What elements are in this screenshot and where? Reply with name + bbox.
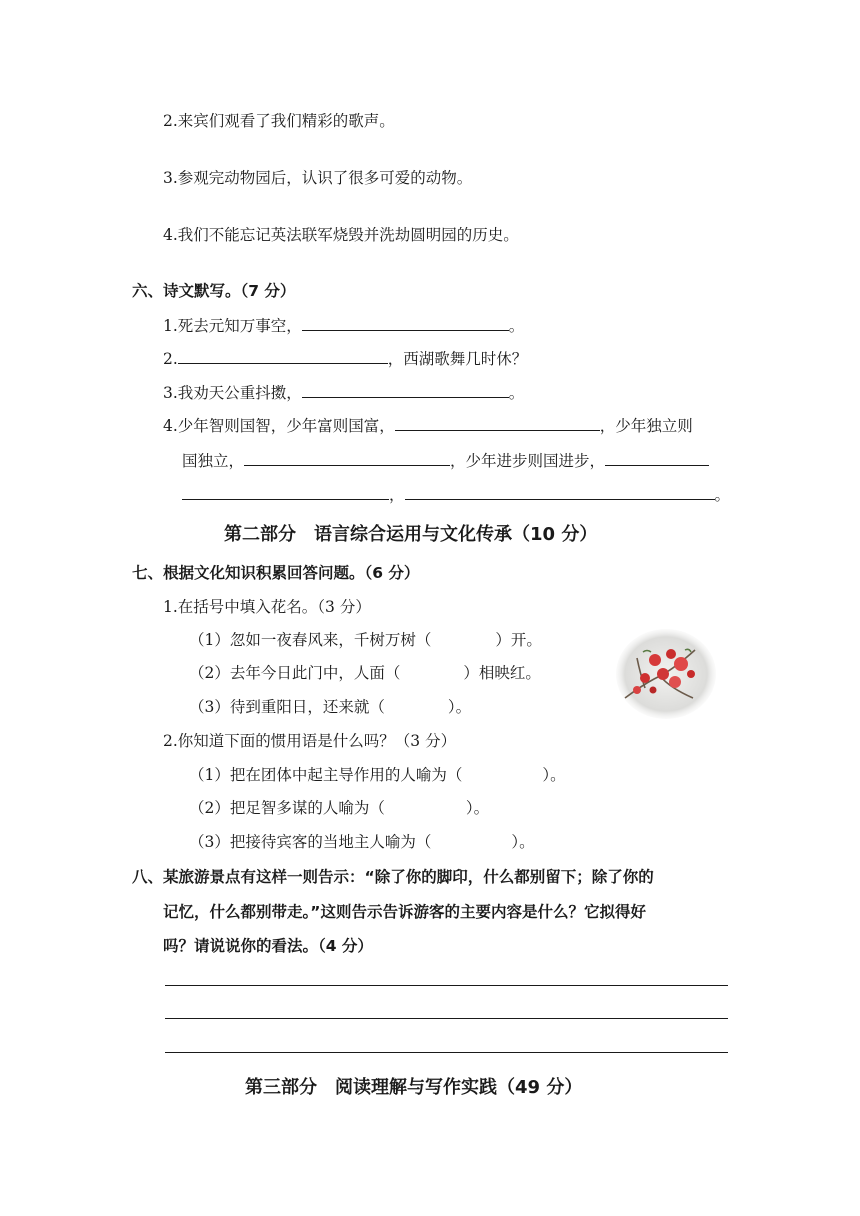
poem-q3-prefix: 3.我劝天公重抖擞，	[163, 384, 302, 402]
sentence-item-2: 2.来宾们观看了我们精彩的歌声。	[163, 112, 395, 130]
culture-question-1: 1.在括号中填入花名。（3 分）	[163, 598, 371, 616]
flower-item-1	[189, 629, 542, 651]
idiom-item-2-suffix: ）。	[465, 799, 490, 817]
flower-item-2-prefix: （2）去年今日此门中，人面（	[189, 664, 401, 682]
flower-item-1-prefix: （1）忽如一夜春风来，千树万树（	[189, 631, 432, 649]
part-3-title: 第三部分 阅读理解与写作实践（49 分）	[245, 1077, 583, 1098]
section-8-line-3: 吗？请说说你的看法。（4 分）	[163, 937, 373, 955]
flower-item-3-suffix: ）。	[447, 698, 472, 716]
answer-blank[interactable]	[395, 414, 600, 431]
culture-question-2: 2.你知道下面的惯用语是什么吗？（3 分）	[163, 732, 457, 750]
poem-question-1	[163, 314, 524, 337]
poem-q4-line2-prefix: 国独立，	[182, 452, 245, 470]
answer-blank[interactable]	[244, 449, 450, 466]
answer-blank[interactable]	[605, 449, 709, 466]
idiom-item-1-suffix: ）。	[542, 766, 566, 784]
poem-q4-line1-suffix: ，少年独立则	[599, 417, 693, 435]
section-6-title: 六、诗文默写。（7 分）	[132, 282, 296, 300]
answer-blank[interactable]	[405, 483, 715, 500]
poem-question-3	[163, 381, 524, 404]
answer-line[interactable]	[165, 985, 728, 986]
flower-item-1-suffix: ）开。	[495, 631, 542, 649]
poem-q4-line3-suffix: 。	[714, 486, 731, 504]
sentence-item-4: 4.我们不能忘记英法联军烧毁并洗劫圆明园的历史。	[163, 226, 519, 244]
idiom-item-2	[189, 797, 489, 819]
idiom-item-2-prefix: （2）把足智多谋的人喻为（	[189, 799, 385, 817]
answer-blank[interactable]	[302, 381, 509, 398]
poem-q3-suffix: 。	[508, 384, 525, 402]
section-8-line-2: 记忆，什么都别带走。”这则告示告诉游客的主要内容是什么？它拟得好	[163, 903, 646, 921]
poem-question-4-line-2	[182, 449, 709, 472]
poem-q4-prefix: 4.少年智则国智，少年富则国富，	[163, 417, 395, 435]
plum-blossom-image	[615, 628, 717, 720]
poem-q4-line3-mid: ，	[389, 486, 405, 504]
flower-item-3	[189, 696, 471, 718]
poem-q2-prefix: 2.	[163, 350, 178, 368]
flower-item-2	[189, 662, 541, 684]
poem-q1-prefix: 1.死去元知万事空，	[163, 317, 302, 335]
idiom-item-3	[189, 831, 535, 853]
answer-line[interactable]	[165, 1052, 728, 1053]
flower-item-3-prefix: （3）待到重阳日，还来就（	[189, 698, 385, 716]
poem-question-2	[163, 347, 527, 370]
poem-question-4-line-3	[182, 483, 730, 506]
idiom-item-1-prefix: （1）把在团体中起主导作用的人喻为（	[189, 766, 463, 784]
poem-q4-line2-mid: ，少年进步则国进步，	[450, 452, 606, 470]
flower-item-2-suffix: ）相映红。	[463, 664, 541, 682]
poem-question-4-line-1	[163, 414, 693, 437]
section-8-line-1: 八、某旅游景点有这样一则告示：“除了你的脚印，什么都别留下；除了你的	[132, 868, 654, 886]
answer-blank[interactable]	[302, 314, 509, 331]
poem-q2-suffix: ，西湖歌舞几时休？	[387, 350, 528, 368]
idiom-item-3-prefix: （3）把接待宾客的当地主人喻为（	[189, 833, 432, 851]
idiom-item-3-suffix: ）。	[511, 833, 535, 851]
section-7-title: 七、根据文化知识积累回答问题。（6 分）	[132, 564, 420, 582]
answer-blank[interactable]	[182, 483, 389, 500]
poem-q1-suffix: 。	[508, 317, 525, 335]
answer-line[interactable]	[165, 1018, 728, 1019]
idiom-item-1	[189, 764, 566, 786]
answer-blank[interactable]	[178, 347, 388, 364]
part-2-title: 第二部分 语言综合运用与文化传承（10 分）	[224, 524, 598, 545]
sentence-item-3: 3.参观完动物园后，认识了很多可爱的动物。	[163, 169, 473, 187]
